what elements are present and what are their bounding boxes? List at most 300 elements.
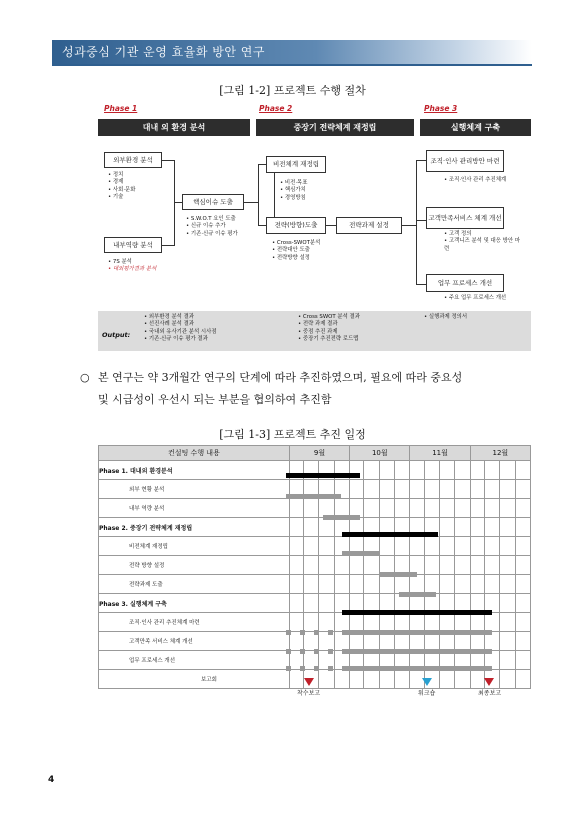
week-cell (440, 461, 455, 480)
week-cell (500, 594, 515, 613)
process-improvement-box: 업무 프로세스 개선 (426, 274, 504, 292)
week-cell (484, 651, 499, 670)
week-cell (364, 480, 379, 499)
week-cell (424, 632, 439, 651)
month-header: 11월 (410, 446, 470, 461)
phase-3-bar: 실행체계 구축 (420, 119, 531, 136)
week-cell (440, 651, 455, 670)
week-cell (319, 518, 334, 537)
bullet-item: • S.W.O.T 요인 도출 (186, 216, 238, 223)
week-cell (289, 651, 303, 670)
task-row (99, 632, 531, 651)
process-bullets (444, 295, 506, 302)
week-cell (424, 480, 439, 499)
week-cell (515, 613, 530, 632)
week-cell (364, 518, 379, 537)
week-cell (440, 537, 455, 556)
week-cell (304, 613, 319, 632)
milestone-final-label: 최종보고 (478, 690, 502, 697)
running-header-title: 성과중심 기관 운영 효율화 방안 연구 (62, 45, 265, 59)
week-cell (304, 518, 319, 537)
week-cell (500, 651, 515, 670)
phase-1-bar: 대내 외 환경 분석 (98, 119, 250, 136)
week-cell (455, 499, 470, 518)
week-cell (424, 518, 439, 537)
week-cell (515, 537, 530, 556)
week-cell (350, 480, 364, 499)
task-row (99, 651, 531, 670)
week-cell (350, 575, 364, 594)
week-cell (484, 556, 499, 575)
bullet-item: • 비전·목표 (280, 180, 307, 187)
week-cell (379, 499, 394, 518)
phase-row (99, 594, 531, 613)
week-cell (364, 556, 379, 575)
week-cell (440, 556, 455, 575)
week-cell (470, 575, 484, 594)
task-row (99, 670, 531, 689)
week-cell (289, 499, 303, 518)
week-cell (410, 613, 424, 632)
week-cell (515, 651, 530, 670)
week-cell (334, 594, 349, 613)
bullet-item-red: • 대외평가결과 분석 (108, 266, 156, 273)
bullet-item: • 기존·신규 이슈 평가 (186, 231, 238, 238)
output-item: • 국내외 유사기관 분석 시사점 (144, 329, 217, 336)
week-cell (470, 594, 484, 613)
week-cell (319, 480, 334, 499)
week-cell (424, 537, 439, 556)
output-label: Output: (102, 331, 131, 339)
week-cell (379, 556, 394, 575)
week-cell (424, 594, 439, 613)
week-cell (395, 651, 410, 670)
week-cell (500, 575, 515, 594)
connector (258, 164, 259, 226)
connector (258, 164, 266, 165)
task-row (99, 556, 531, 575)
connector (244, 202, 258, 203)
week-cell (379, 651, 394, 670)
week-cell (470, 632, 484, 651)
week-cell (334, 461, 349, 480)
week-cell (395, 613, 410, 632)
week-cell (334, 651, 349, 670)
week-cell (484, 594, 499, 613)
week-cell (484, 632, 499, 651)
strategic-task-box: 전략과제 설정 (336, 217, 402, 234)
week-cell (500, 632, 515, 651)
org-bullets (444, 177, 506, 184)
schedule-table (98, 445, 531, 689)
week-cell (395, 480, 410, 499)
week-cell (379, 613, 394, 632)
week-cell (410, 632, 424, 651)
week-cell (395, 537, 410, 556)
connector (274, 173, 275, 217)
task-row (99, 499, 531, 518)
week-cell (350, 651, 364, 670)
connector (174, 160, 175, 246)
output-item: • 중장기 추진전략 로드맵 (298, 336, 360, 343)
strategy-bullets (272, 240, 320, 262)
week-cell (364, 632, 379, 651)
week-cell (470, 670, 484, 689)
week-cell (484, 518, 499, 537)
week-cell (500, 499, 515, 518)
header-rule (52, 64, 532, 66)
week-cell (289, 613, 303, 632)
week-cell (515, 594, 530, 613)
week-cell (500, 670, 515, 689)
task-name: 업무 프로세스 개선 (99, 651, 290, 670)
task-row (99, 613, 531, 632)
week-cell (350, 632, 364, 651)
week-cell (364, 613, 379, 632)
connector (416, 284, 426, 285)
output-col-3 (424, 314, 467, 321)
connector (416, 220, 426, 221)
bullet-item: • 사회·문화 (108, 187, 135, 194)
core-issue-box: 핵심이슈 도출 (182, 194, 244, 210)
week-cell (484, 461, 499, 480)
week-cell (500, 613, 515, 632)
external-analysis-box: 외부환경 분석 (104, 152, 162, 168)
week-cell (350, 670, 364, 689)
week-cell (395, 461, 410, 480)
bullet-item: • 고객니즈 분석 및 대응 방안 마련 (444, 238, 524, 253)
week-cell (379, 518, 394, 537)
bullet-item: • 신규 이슈 추가 (186, 223, 238, 230)
month-header: 10월 (350, 446, 410, 461)
week-cell (440, 670, 455, 689)
week-cell (379, 632, 394, 651)
week-cell (364, 594, 379, 613)
week-cell (455, 632, 470, 651)
week-cell (289, 461, 303, 480)
week-cell (395, 556, 410, 575)
paragraph-line-2: 및 시급성이 우선시 되는 부분을 협의하여 추진함 (98, 393, 332, 406)
week-cell (289, 480, 303, 499)
task-name: 내부 역량 분석 (99, 499, 290, 518)
bullet-item: • 7S 분석 (108, 259, 156, 266)
week-cell (379, 670, 394, 689)
week-cell (484, 499, 499, 518)
week-cell (455, 670, 470, 689)
bullet-item: • 주요 업무 프로세스 개선 (444, 295, 506, 302)
week-cell (440, 480, 455, 499)
month-header: 12월 (470, 446, 530, 461)
week-cell (515, 632, 530, 651)
phase-row (99, 461, 531, 480)
week-cell (484, 613, 499, 632)
week-cell (455, 461, 470, 480)
week-cell (379, 575, 394, 594)
paragraph-marker: ○ (80, 371, 90, 384)
week-cell (424, 499, 439, 518)
phase-row (99, 518, 531, 537)
connector (174, 202, 182, 203)
week-cell (334, 575, 349, 594)
week-cell (455, 480, 470, 499)
task-name: 고객만족 서비스 체계 개선 (99, 632, 290, 651)
week-cell (484, 480, 499, 499)
week-cell (395, 499, 410, 518)
week-cell (304, 594, 319, 613)
bullet-item: • 고객 정의 (444, 231, 524, 238)
week-cell (500, 518, 515, 537)
week-cell (424, 575, 439, 594)
week-cell (515, 499, 530, 518)
task-name: Phase 2. 중장기 전략체계 재정립 (99, 518, 290, 537)
cs-bullets (444, 231, 524, 253)
week-cell (289, 594, 303, 613)
week-cell (395, 632, 410, 651)
week-cell (334, 613, 349, 632)
milestone-workshop-label: 워크숍 (418, 690, 436, 697)
week-cell (410, 575, 424, 594)
week-cell (350, 556, 364, 575)
page-number: 4 (48, 775, 55, 785)
week-cell (440, 613, 455, 632)
week-cell (304, 499, 319, 518)
week-cell (289, 632, 303, 651)
week-cell (395, 518, 410, 537)
task-name: 비전체계 재정립 (99, 537, 290, 556)
week-cell (334, 670, 349, 689)
week-cell (304, 651, 319, 670)
phase-1-label: Phase 1 (104, 104, 138, 113)
week-cell (470, 518, 484, 537)
week-cell (364, 537, 379, 556)
week-cell (395, 670, 410, 689)
week-cell (455, 613, 470, 632)
week-cell (455, 556, 470, 575)
output-item: • 기존·신규 이슈 평가 결과 (144, 336, 217, 343)
week-cell (455, 651, 470, 670)
connector (402, 225, 416, 226)
week-cell (500, 461, 515, 480)
task-row (99, 537, 531, 556)
bullet-item: • Cross-SWOT분석 (272, 240, 320, 247)
figure-2-caption: [그림 1-3] 프로젝트 추진 일정 (219, 428, 366, 441)
connector (162, 160, 174, 161)
week-cell (304, 556, 319, 575)
week-cell (319, 499, 334, 518)
week-cell (334, 480, 349, 499)
week-cell (440, 518, 455, 537)
task-name: Phase 1. 대내외 환경분석 (99, 461, 290, 480)
week-cell (319, 632, 334, 651)
week-cell (289, 556, 303, 575)
bullet-item: • 전략대안 도출 (272, 247, 320, 254)
week-cell (350, 613, 364, 632)
process-diagram (98, 104, 531, 352)
week-cell (350, 499, 364, 518)
week-cell (364, 499, 379, 518)
week-cell (515, 670, 530, 689)
strategy-box: 전략(방향)도출 (266, 217, 326, 234)
week-cell (440, 632, 455, 651)
week-cell (515, 575, 530, 594)
table-header-row (99, 446, 531, 461)
phase-3-label: Phase 3 (424, 104, 458, 113)
week-cell (304, 575, 319, 594)
week-cell (350, 518, 364, 537)
week-cell (319, 556, 334, 575)
week-cell (484, 575, 499, 594)
month-header: 9월 (289, 446, 349, 461)
output-col-1 (144, 314, 217, 343)
output-item: • 실행과제 정의서 (424, 314, 467, 321)
week-cell (319, 670, 334, 689)
week-cell (470, 651, 484, 670)
internal-analysis-box: 내부역량 분석 (104, 237, 162, 253)
bullet-item: • 기술 (108, 194, 135, 201)
week-cell (334, 499, 349, 518)
task-row (99, 575, 531, 594)
week-cell (470, 461, 484, 480)
week-cell (319, 651, 334, 670)
week-cell (334, 632, 349, 651)
phase-2-bar: 중장기 전략체계 재정립 (256, 119, 414, 136)
week-cell (440, 575, 455, 594)
output-item: • 선진사례 분석 결과 (144, 321, 217, 328)
figure-1-caption: [그림 1-2] 프로젝트 수행 절차 (219, 84, 366, 97)
bullet-item: • 경제 (108, 179, 135, 186)
week-cell (410, 480, 424, 499)
week-cell (500, 480, 515, 499)
bullet-item: • 조직·인사 관리 추진체계 (444, 177, 506, 184)
week-cell (484, 537, 499, 556)
output-item: • 전략 과제 결과 (298, 321, 360, 328)
vision-box: 비전체계 재정립 (266, 156, 326, 173)
week-cell (334, 518, 349, 537)
week-cell (289, 518, 303, 537)
week-cell (410, 556, 424, 575)
week-cell (319, 613, 334, 632)
bullet-item: • 정치 (108, 172, 135, 179)
week-cell (440, 499, 455, 518)
week-cell (410, 461, 424, 480)
week-cell (334, 537, 349, 556)
week-cell (424, 556, 439, 575)
week-cell (515, 556, 530, 575)
core-bullets (186, 216, 238, 238)
task-name: 외부 현황 분석 (99, 480, 290, 499)
week-cell (515, 480, 530, 499)
week-cell (319, 575, 334, 594)
task-name: 조직·인사 관리 추진체계 마련 (99, 613, 290, 632)
week-cell (304, 480, 319, 499)
week-cell (455, 594, 470, 613)
week-cell (440, 594, 455, 613)
week-cell (484, 670, 499, 689)
week-cell (304, 537, 319, 556)
phase-2-label: Phase 2 (259, 104, 293, 113)
week-cell (500, 537, 515, 556)
week-cell (470, 480, 484, 499)
internal-bullets (108, 259, 156, 274)
output-item: • Cross SWOT 분석 결과 (298, 314, 360, 321)
bullet-item: • 전략방향 설정 (272, 255, 320, 262)
header-task: 컨설팅 수행 내용 (99, 446, 290, 461)
connector (326, 225, 336, 226)
week-cell (350, 537, 364, 556)
bullet-item: • 핵심가치 (280, 187, 307, 194)
week-cell (289, 575, 303, 594)
connector (416, 160, 417, 285)
week-cell (350, 461, 364, 480)
week-cell (364, 575, 379, 594)
week-cell (410, 499, 424, 518)
week-cell (395, 575, 410, 594)
week-cell (410, 594, 424, 613)
week-cell (304, 670, 319, 689)
week-cell (470, 556, 484, 575)
week-cell (470, 613, 484, 632)
week-cell (395, 594, 410, 613)
task-name: 전략과제 도출 (99, 575, 290, 594)
week-cell (319, 594, 334, 613)
week-cell (304, 632, 319, 651)
output-col-2 (298, 314, 360, 343)
bullet-item: • 경영방침 (280, 195, 307, 202)
week-cell (424, 670, 439, 689)
task-name: Phase 3. 실행체계 구축 (99, 594, 290, 613)
week-cell (424, 651, 439, 670)
week-cell (410, 537, 424, 556)
week-cell (515, 461, 530, 480)
week-cell (379, 594, 394, 613)
week-cell (379, 537, 394, 556)
task-row (99, 480, 531, 499)
org-hr-box: 조직·인사 관리방안 마련 (426, 150, 504, 172)
week-cell (364, 651, 379, 670)
connector (162, 245, 174, 246)
connector (258, 225, 266, 226)
task-name: 전략 방향 설정 (99, 556, 290, 575)
connector (416, 160, 426, 161)
vision-bullets (280, 180, 307, 202)
week-cell (379, 480, 394, 499)
week-cell (424, 613, 439, 632)
customer-satisfaction-box: 고객만족서비스 체계 개선 (426, 207, 504, 229)
week-cell (410, 518, 424, 537)
week-cell (470, 499, 484, 518)
week-cell (319, 537, 334, 556)
week-cell (455, 537, 470, 556)
week-cell (455, 518, 470, 537)
output-item: • 외부환경 분석 결과 (144, 314, 217, 321)
output-item: • 중점 추진 과제 (298, 329, 360, 336)
week-cell (319, 461, 334, 480)
week-cell (364, 461, 379, 480)
week-cell (515, 518, 530, 537)
week-cell (455, 575, 470, 594)
week-cell (410, 651, 424, 670)
external-bullets (108, 172, 135, 201)
week-cell (334, 556, 349, 575)
paragraph-line-1: 본 연구는 약 3개월간 연구의 단계에 따라 추진하였으며, 필요에 따라 중요성 (98, 371, 463, 384)
week-cell (410, 670, 424, 689)
week-cell (500, 556, 515, 575)
task-name: 보고회 (99, 670, 290, 689)
week-cell (289, 537, 303, 556)
week-cell (304, 461, 319, 480)
milestone-kickoff-label: 착수보고 (297, 690, 321, 697)
week-cell (470, 537, 484, 556)
